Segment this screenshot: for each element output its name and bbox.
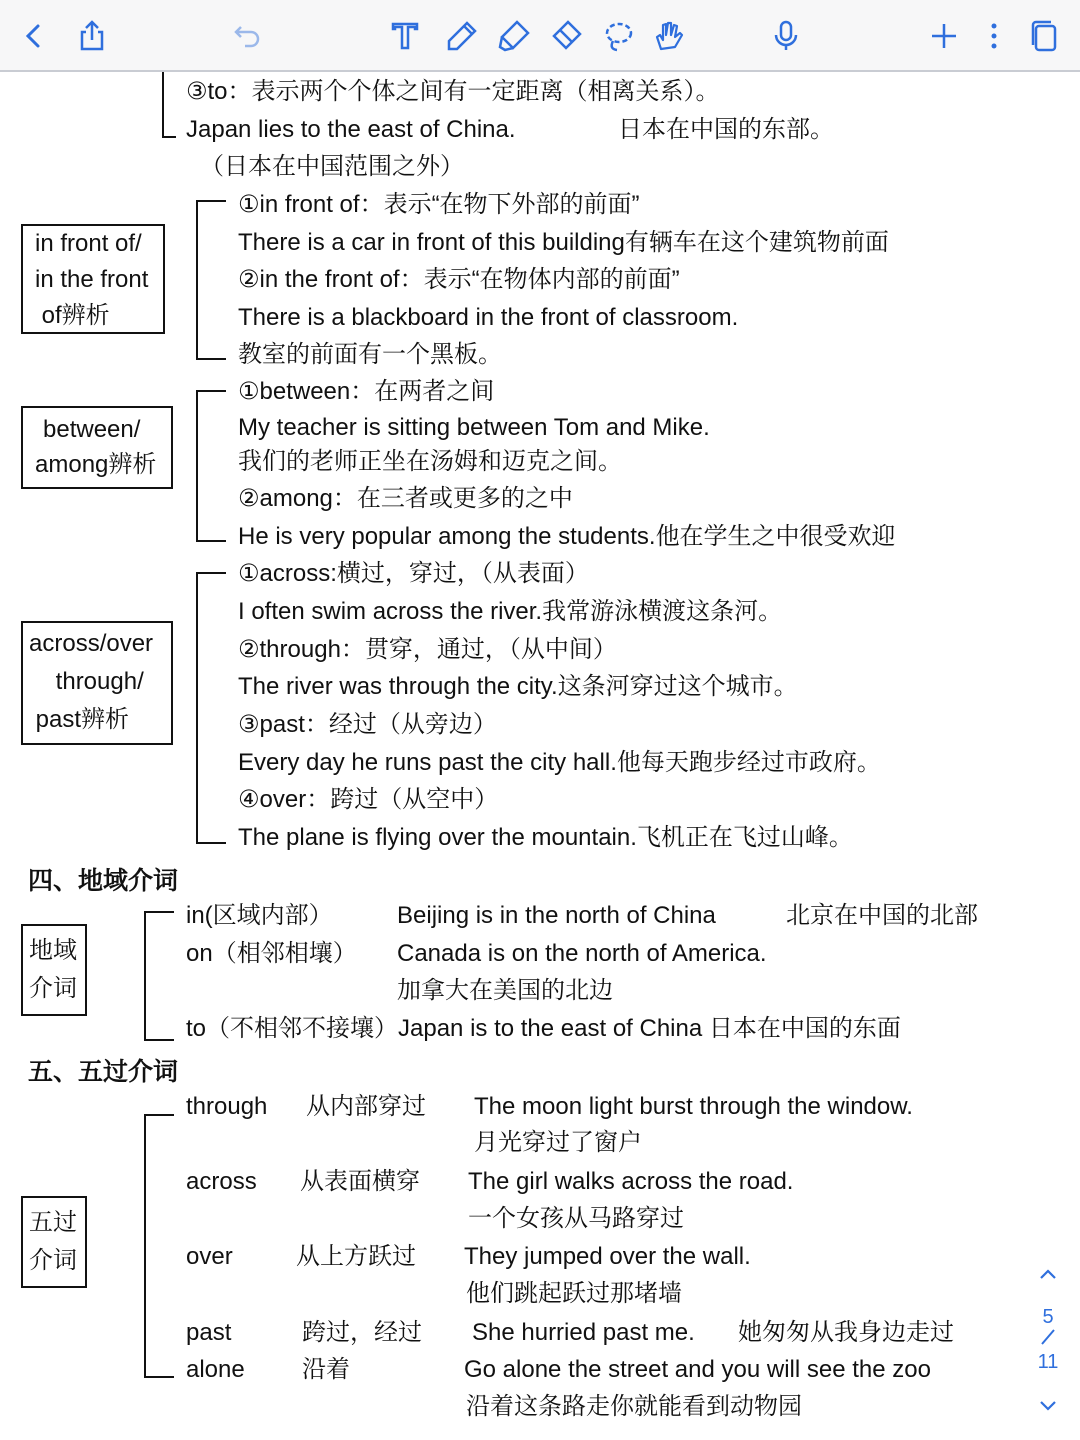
note-line: ①across:横过，穿过，（从表面） xyxy=(238,560,589,587)
note-line: 沿着 xyxy=(302,1356,350,1383)
eraser-icon[interactable] xyxy=(546,16,586,56)
topic-box xyxy=(21,621,173,745)
bracket-top xyxy=(196,200,226,202)
highlighter-icon[interactable] xyxy=(494,16,534,56)
note-line: Japan lies to the east of China. xyxy=(186,116,516,143)
note-line: He is very popular among the students.他在学生之中很受欢迎 xyxy=(238,523,896,550)
box-line: past辨析 xyxy=(29,706,130,733)
note-line: to（不相邻不接壤）Japan is to the east of China 日本在中国的东面 xyxy=(186,1015,901,1042)
bracket xyxy=(196,200,198,358)
box-line: across/over xyxy=(29,630,154,657)
text-tool-icon[interactable] xyxy=(385,16,425,56)
topic-box xyxy=(21,406,173,489)
page-up-button[interactable] xyxy=(1032,1260,1064,1288)
note-line: They jumped over the wall. xyxy=(464,1243,751,1270)
page-down-button[interactable] xyxy=(1032,1392,1064,1420)
bracket xyxy=(196,572,198,842)
note-line: Every day he runs past the city hall.他每天跑步经过市政府。 xyxy=(238,749,881,776)
note-line: I often swim across the river.我常游泳横渡这条河。 xyxy=(238,598,783,625)
note-line: 沿着这条路走你就能看到动物园 xyxy=(466,1393,802,1420)
note-line: over xyxy=(186,1243,233,1270)
note-line: 她匆匆从我身边走过 xyxy=(738,1319,954,1346)
note-line: 他们跳起跃过那堵墙 xyxy=(466,1280,682,1307)
bracket-bottom xyxy=(196,540,226,542)
bracket-bottom xyxy=(144,1376,174,1378)
note-line: ②in the front of：表示“在物体内部的前面” xyxy=(238,266,680,293)
note-line: My teacher is sitting between Tom and Mike. xyxy=(238,414,710,441)
note-line: Go alone the street and you will see the zoo xyxy=(464,1356,931,1383)
box-line: 五过 xyxy=(29,1209,77,1236)
pages-icon[interactable] xyxy=(1024,16,1064,56)
note-line: 加拿大在美国的北边 xyxy=(397,977,613,1004)
note-line: across xyxy=(186,1168,257,1195)
note-line: The river was through the city.这条河穿过这个城市。 xyxy=(238,673,798,700)
note-line: 一个女孩从马路穿过 xyxy=(468,1205,684,1232)
note-line: 我们的老师正坐在汤姆和迈克之间。 xyxy=(238,448,622,475)
note-line: The moon light burst through the window. xyxy=(474,1093,913,1120)
chevron-left-icon[interactable] xyxy=(14,16,54,56)
note-line: ②among：在三者或更多的之中 xyxy=(238,485,573,512)
toolbar xyxy=(0,0,1080,72)
plus-icon[interactable] xyxy=(924,16,964,56)
note-line: ①in front of：表示“在物下外部的前面” xyxy=(238,191,640,218)
pen-icon[interactable] xyxy=(442,16,482,56)
note-line: There is a blackboard in the front of classroom. xyxy=(238,304,739,331)
topic-box xyxy=(21,924,87,1016)
microphone-icon[interactable] xyxy=(766,16,806,56)
box-line: among辨析 xyxy=(35,451,157,478)
bracket-top xyxy=(196,572,226,574)
lasso-icon[interactable] xyxy=(598,16,638,56)
share-icon[interactable] xyxy=(72,16,112,56)
total-pages: 11 xyxy=(1037,1351,1059,1373)
note-line: ②through：贯穿，通过，（从中间） xyxy=(238,636,617,663)
bracket-end xyxy=(162,136,176,138)
note-line: 日本在中国的东部。 xyxy=(618,116,834,143)
section-heading: 五、五过介词 xyxy=(28,1058,179,1086)
hand-icon[interactable] xyxy=(648,16,688,56)
note-line: ①between：在两者之间 xyxy=(238,378,495,405)
note-line: She hurried past me. xyxy=(472,1319,695,1346)
box-line: through/ xyxy=(29,668,144,695)
bracket xyxy=(144,911,146,1039)
box-line: of辨析 xyxy=(35,302,110,329)
box-line: 地域 xyxy=(29,937,77,964)
box-line: in the front xyxy=(35,266,149,293)
note-line: The girl walks across the road. xyxy=(468,1168,794,1195)
note-line: 从表面横穿 xyxy=(300,1168,420,1195)
note-line: 教室的前面有一个黑板。 xyxy=(238,341,502,368)
note-line: past xyxy=(186,1319,232,1346)
bracket-bottom xyxy=(196,358,226,360)
note-line: alone xyxy=(186,1356,245,1383)
note-line: through xyxy=(186,1093,268,1120)
undo-icon[interactable] xyxy=(228,16,268,56)
more-icon[interactable] xyxy=(974,16,1014,56)
page-indicator[interactable] xyxy=(1032,1306,1064,1373)
bracket xyxy=(144,1114,146,1376)
bracket-top xyxy=(144,1114,174,1116)
box-line: 介词 xyxy=(29,1247,77,1274)
box-line: 介词 xyxy=(29,975,77,1002)
section-heading: 四、地域介词 xyxy=(28,867,179,895)
note-page[interactable] xyxy=(0,72,1080,1440)
note-line: 从内部穿过 xyxy=(306,1093,426,1120)
note-line: 跨过，经过 xyxy=(302,1319,422,1346)
bracket-top xyxy=(196,390,226,392)
note-line: 北京在中国的北部 xyxy=(786,902,978,929)
note-line: ④over：跨过（从空中） xyxy=(238,786,499,813)
topic-box xyxy=(21,224,165,334)
box-line: between/ xyxy=(43,416,141,443)
current-page: 5 xyxy=(1042,1306,1054,1328)
note-line: Beijing is in the north of China xyxy=(397,902,716,929)
topic-box xyxy=(21,1196,87,1288)
note-line: There is a car in front of this building有辆车在这个建筑物前面 xyxy=(238,229,889,256)
bracket-bottom xyxy=(144,1039,174,1041)
note-line: ③past：经过（从旁边） xyxy=(238,711,497,738)
note-line: The plane is flying over the mountain.飞机正在飞过山峰。 xyxy=(238,824,853,851)
bracket-bottom xyxy=(196,842,226,844)
chevron-up-icon xyxy=(1032,1260,1064,1288)
note-line: ③to：表示两个个体之间有一定距离（相离关系）。 xyxy=(186,78,720,105)
bracket-top xyxy=(144,911,174,913)
box-line: in front of/ xyxy=(35,230,142,257)
slash-icon xyxy=(1032,1328,1064,1346)
note-line: （日本在中国范围之外） xyxy=(200,153,464,180)
note-line: Canada is on the north of America. xyxy=(397,940,767,967)
chevron-down-icon xyxy=(1032,1392,1064,1420)
note-line: in(区域内部） xyxy=(186,902,333,929)
bracket xyxy=(196,390,198,540)
bracket xyxy=(162,72,164,136)
note-line: on（相邻相壤） xyxy=(186,940,357,967)
note-line: 月光穿过了窗户 xyxy=(474,1129,642,1156)
note-line: 从上方跃过 xyxy=(296,1243,416,1270)
